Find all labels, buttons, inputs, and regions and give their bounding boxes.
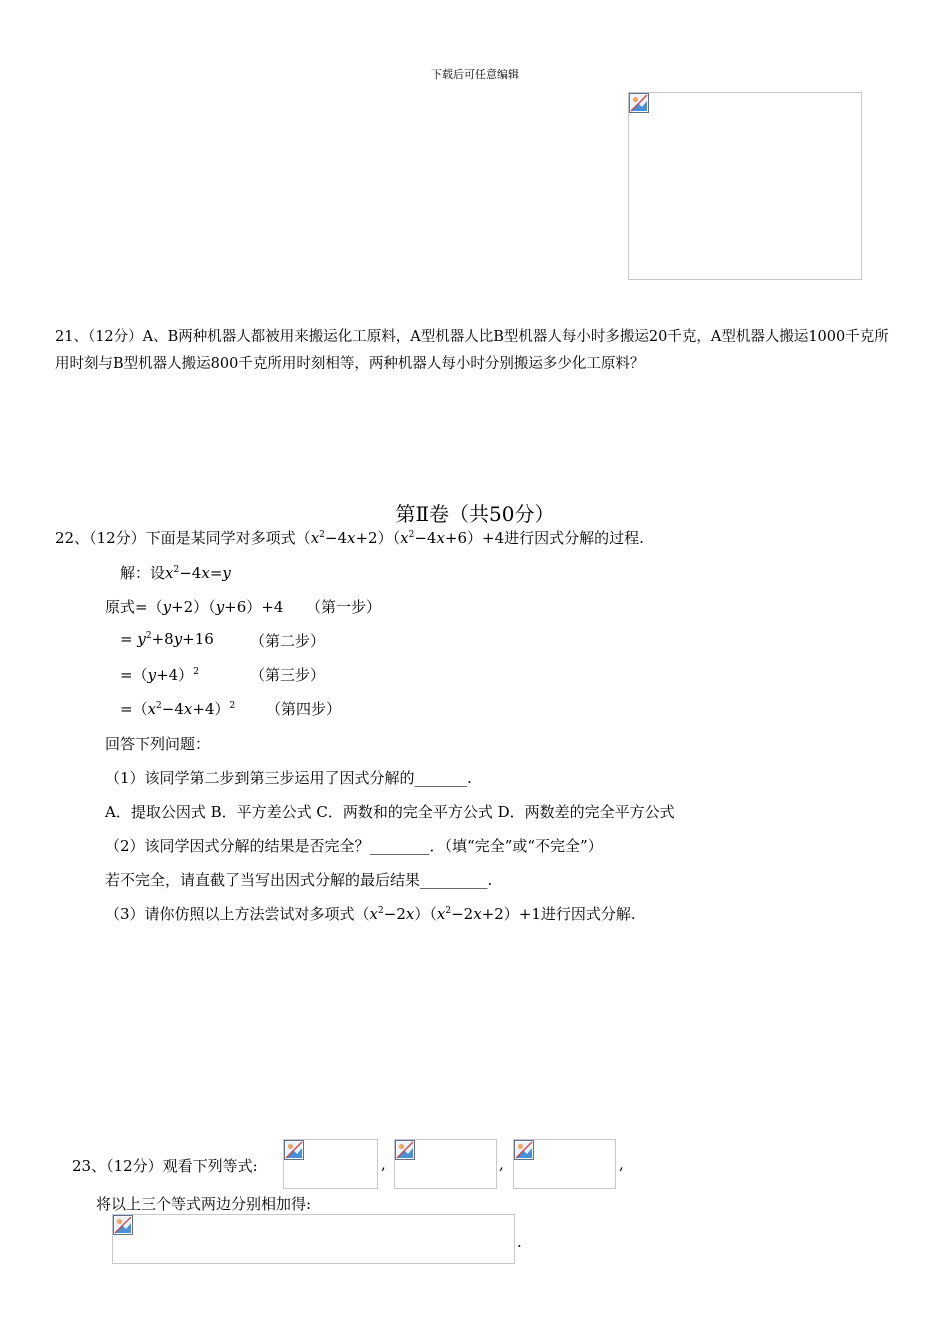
solution-let: 解：设$x^2-4x=y$ [120, 564, 231, 582]
question-21: 21、（12分）A、B两种机器人都被用来搬运化工原料，A型机器人比B型机器人每小时多搬运20千克，A型机器人搬运1000千克所用时刻与B型机器人搬运800千克所用时刻相等，两种机器人每小时分别搬运多少化工原料？ [55, 329, 889, 372]
page-header: 下载后可任意编辑 [431, 68, 519, 81]
equation-image-3 [513, 1139, 616, 1189]
step-3-label: （第三步） [250, 666, 326, 684]
broken-image-icon [284, 1140, 304, 1160]
question-23-intro: 23、（12分）观看下列等式: [72, 1157, 258, 1175]
sum-equation-image [112, 1214, 515, 1264]
step-2: = $y^2+8y+16$ [120, 630, 214, 648]
sub-question-2: （2）该同学因式分解的结果是否完全？________．（填“完全”或“不完全”） [105, 837, 603, 855]
broken-image-icon [113, 1215, 133, 1235]
step-3: $=(y+4)^2$ [120, 666, 199, 684]
broken-image-icon [514, 1140, 534, 1160]
answer-prompt: 回答下列问题： [105, 735, 211, 753]
broken-image-icon [395, 1140, 415, 1160]
equation-image-2 [394, 1139, 497, 1189]
step-1-label: （第一步） [306, 598, 382, 616]
sub-question-1: （1）该同学第二步到第三步运用了因式分解的_______. [105, 769, 472, 787]
comma-2: , [499, 1155, 504, 1173]
step-4-label: （第四步） [266, 700, 342, 718]
broken-image-icon [629, 93, 649, 113]
sum-instruction: 将以上三个等式两边分别相加得: [96, 1195, 312, 1213]
period: . [517, 1233, 522, 1251]
section-title: 第Ⅱ卷（共50分） [395, 502, 555, 526]
sub-question-3: （3）请你仿照以上方法尝试对多项式$(x^2-2x)(x^2-2x+2)+1$进行因式分解. [105, 905, 636, 923]
equation-image-1 [283, 1139, 378, 1189]
comma-1: , [381, 1155, 386, 1173]
step-2-label: （第二步） [250, 632, 326, 650]
step-4: $=(x^2-4x+4)^2$ [120, 700, 236, 718]
sub-question-2-cont: 若不完全，请直截了当写出因式分解的最后结果_________. [105, 871, 493, 889]
answer-options: A．提取公因式 B．平方差公式 C．两数和的完全平方公式 D．两数差的完全平方公式 [105, 803, 675, 821]
question-22-intro: 22、（12分）下面是某同学对多项式$(x^2-4x+2)(x^2-4x+6)+4$进行因式分解的过程. [55, 529, 644, 547]
figure-image [628, 92, 862, 280]
step-1: 原式=（y+2）（y+6）+4 [105, 598, 284, 616]
comma-3: , [619, 1155, 624, 1173]
